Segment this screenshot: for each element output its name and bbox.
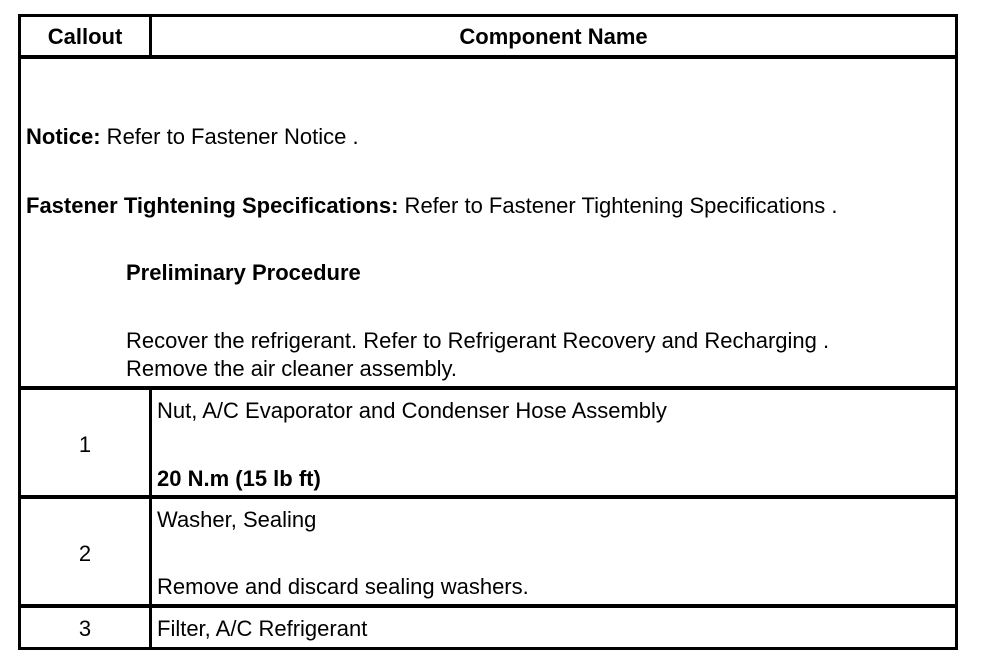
row-divider-1 bbox=[21, 495, 955, 499]
callout-number: 3 bbox=[78, 616, 92, 641]
row-divider-2 bbox=[21, 604, 955, 608]
fastener-spec-line bbox=[26, 193, 837, 219]
fastener-spec-label: Fastener Tightening Specifications: bbox=[26, 193, 399, 218]
rows-column-divider bbox=[149, 386, 152, 647]
notice-line bbox=[26, 124, 359, 150]
procedure-step: Remove the air cleaner assembly. bbox=[126, 356, 457, 381]
component-note: Remove and discard sealing washers. bbox=[157, 574, 529, 599]
component-name: Nut, A/C Evaporator and Condenser Hose Assembly bbox=[157, 398, 667, 423]
component-table bbox=[18, 14, 958, 650]
component-name: Washer, Sealing bbox=[157, 507, 317, 532]
component-name: Filter, A/C Refrigerant bbox=[157, 616, 368, 641]
callout-number: 2 bbox=[78, 541, 92, 566]
notice-label: Notice: bbox=[26, 124, 101, 149]
notice-text: Refer to Fastener Notice . bbox=[100, 124, 359, 149]
preliminary-procedure-heading: Preliminary Procedure bbox=[126, 260, 361, 285]
preamble-divider bbox=[21, 386, 955, 390]
procedure-step: Recover the refrigerant. Refer to Refrigerant Recovery and Recharging . bbox=[126, 328, 830, 353]
header-divider bbox=[21, 55, 955, 59]
fastener-spec-text: Refer to Fastener Tightening Specifications . bbox=[398, 193, 838, 218]
header-callout: Callout bbox=[47, 24, 123, 49]
torque-spec: 20 N.m (15 lb ft) bbox=[157, 466, 321, 491]
callout-number: 1 bbox=[78, 432, 92, 457]
header-component-name: Component Name bbox=[459, 24, 648, 49]
